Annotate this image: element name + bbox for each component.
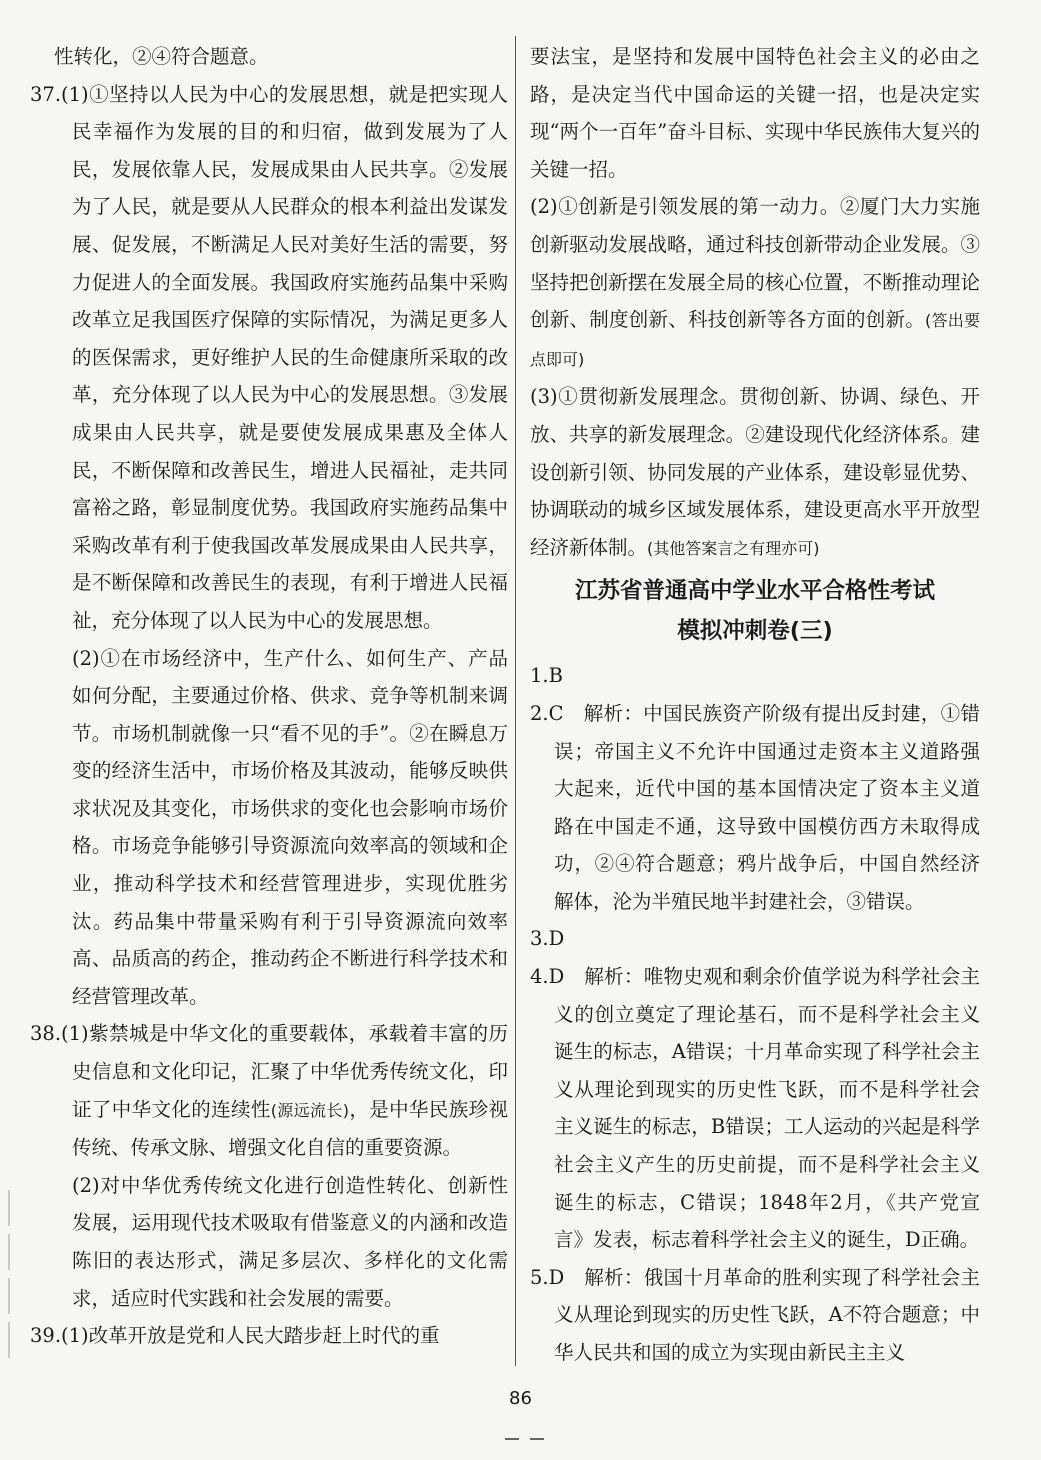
- answer-39-1-continued: 要法宝，是坚持和发展中国特色社会主义的必由之路，是决定当代中国命运的关键一招，也是决定实现“两个一百年”奋斗目标、实现中华民族伟大复兴的关键一招。: [530, 45, 980, 181]
- left-column: [30, 38, 508, 1355]
- answer-38-2: (2)对中华优秀传统文化进行创造性转化、创新性发展，运用现代技术吸取有借鉴意义的内涵和改造陈旧的表达形式，满足多层次、多样化的文化需求，适应时代实践和社会发展的需要。: [72, 1173, 508, 1310]
- answer-38-1-text-b: ，是中华民族珍视传统、传承文脉、增强文化自信的重要资源。: [72, 1097, 508, 1160]
- carryover-text: 性转化，②④符合题意。: [54, 45, 269, 68]
- column-divider: [515, 36, 516, 1366]
- answer-5: 5.D 解析：俄国十月革命的胜利实现了科学社会主义从理论到现实的历史性飞跃，A不符合题意；中华人民共和国的成立为实现由新民主主义: [530, 1265, 980, 1364]
- answer-39-2: [530, 188, 980, 378]
- answer-38-1-note: (源远流长): [270, 1100, 350, 1120]
- answer-1: 1.B: [530, 664, 563, 688]
- answer-38-1: [30, 1015, 508, 1166]
- binding-margin-marks: [0, 1190, 14, 1366]
- answer-4: 4.D 解析：唯物史观和剩余价值学说为科学社会主义的创立奠定了理论基石，而不是科学社会主义诞生的标志，A错误；十月革命实现了科学社会主义从理论到现实的历史性飞跃，而不是科学社会主义诞生的标志，B错误；工人运动的兴起是科学社会主义产生的历史前提，而不是科学社会主义诞生的标志，C错误；1848年2月，《共产党宣言》发表，标志着科学社会主义的诞生，D正确。: [530, 965, 980, 1252]
- answer-37-1: 37.(1)①坚持以人民为中心的发展思想，就是把实现人民幸福作为发展的目的和归宿，做到发展为了人民，发展依靠人民，发展成果由人民共享。②发展为了人民，就是要从人民群众的根本利益出发谋发展、促发展，不断满足人民对美好生活的需要，努力促进人的全面发展。我国政府实施药品集中采购改革立足我国医疗保障的实际情况，为满足更多人的医保需求，更好维护人民的生命健康所采取的改革，充分体现了以人民为中心的发展思想。③发展成果由人民共享，就是要使发展成果惠及全体人民，不断保障和改善民生，增进人民福祉，走共同富裕之路，彰显制度优势。我国政府实施药品集中采购改革有利于使我国改革发展成果由人民共享，是不断保障和改善民生的表现，有利于增进人民福祉，充分体现了以人民为中心的发展思想。: [30, 82, 508, 632]
- answer-39-1-start: 39.(1)改革开放是党和人民大踏步赶上时代的重: [30, 1324, 440, 1348]
- answer-39-3: [530, 378, 980, 567]
- section-title-line-1: 江苏省普通高中学业水平合格性考试: [574, 578, 935, 605]
- answer-39-3-note: (其他答案言之有理亦可): [647, 538, 820, 558]
- right-column: [530, 38, 980, 1372]
- footer-dash: [530, 1438, 544, 1440]
- answer-38-1-text-a: 38.(1)紫禁城是中华文化的重要载体，承载着丰富的历史信息和文化印记，汇聚了中华优秀传统文化，印证了中华文化的连续性: [30, 1022, 508, 1121]
- answer-39-2-text: (2)①创新是引领发展的第一动力。②厦门大力实施创新驱动发展战略，通过科技创新带动企业发展。③坚持把创新摆在发展全局的核心位置，不断推动理论创新、制度创新、科技创新等各方面的创新。: [530, 195, 980, 332]
- answer-39-2-note: (答出要点即可): [530, 311, 980, 369]
- footer-dash: [505, 1438, 519, 1440]
- answer-2: 2.C 解析：中国民族资产阶级有提出反封建，①错误；帝国主义不允许中国通过走资本主义道路强大起来，近代中国的基本国情决定了资本主义道路在中国走不通，这导致中国模仿西方未取得成功，②④符合题意；鸦片战争后，中国自然经济解体，沦为半殖民地半封建社会，③错误。: [530, 701, 980, 913]
- section-title-line-2: 模拟冲刺卷(三): [677, 618, 833, 645]
- answer-37-2: (2)①在市场经济中，生产什么、如何生产、产品如何分配，主要通过价格、供求、竞争等机制来调节。市场机制就像一只“看不见的手”。②在瞬息万变的经济生活中，市场价格及其波动，能够反映供求状况及其变化，市场供求的变化也会影响市场价格。市场竞争能够引导资源流向效率高的领域和企业，推动科学技术和经营管理进步，实现优胜劣汰。药品集中带量采购有利于引导资源流向效率高、品质高的药企，推动药企不断进行科学技术和经营管理改革。: [72, 646, 508, 1008]
- answer-39-3-text: (3)①贯彻新发展理念。贯彻创新、协调、绿色、开放、共享的新发展理念。②建设现代化经济体系。建设创新引领、协同发展的产业体系，建设彰显优势、协调联动的城乡区域发展体系，建设更高水平开放型经济新体制。: [530, 385, 980, 559]
- answer-3: 3.D: [530, 927, 565, 951]
- section-title: [530, 571, 980, 651]
- page-number: 86: [509, 1388, 532, 1409]
